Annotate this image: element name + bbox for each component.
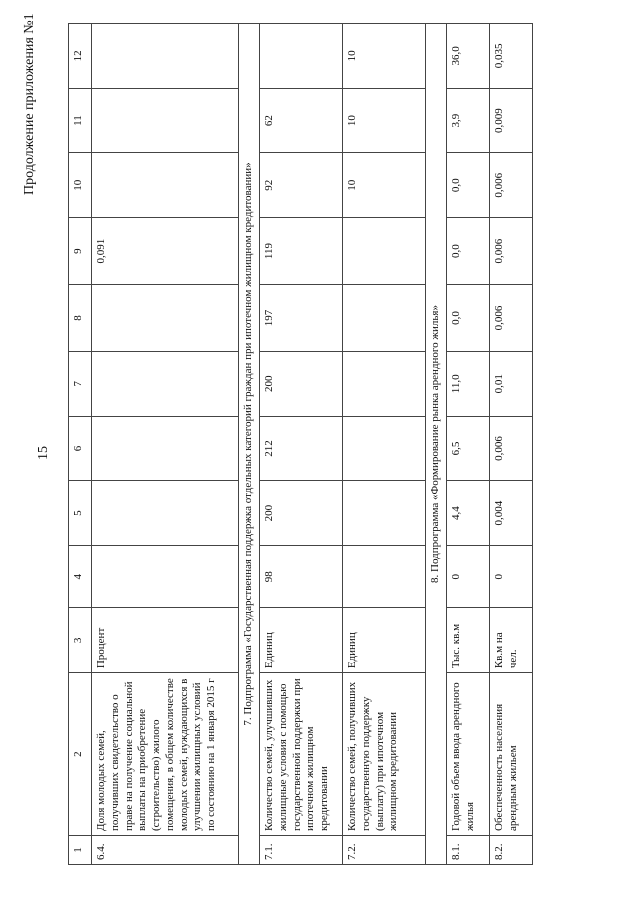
value-cell: 0,01	[490, 351, 533, 416]
indicator-name: Количество семей, получивших государственную поддержку (выплату) при ипотечном жилищном кредитовании	[343, 673, 426, 836]
value-cell: 200	[260, 351, 343, 416]
header-cell: 8	[69, 285, 92, 352]
row-number: 8.2.	[490, 836, 533, 865]
unit-cell: Единиц	[260, 608, 343, 673]
value-cell: 200	[260, 481, 343, 546]
value-cell	[92, 153, 239, 218]
table-row	[92, 24, 239, 865]
value-cell: 0,035	[490, 24, 533, 89]
indicator-name: Обеспеченность населения арендным жильем	[490, 673, 533, 836]
value-cell: 10	[343, 24, 426, 89]
appendix-caption: Продолжение приложения №1	[22, 13, 37, 195]
indicator-name: Количество семей, улучшивших жилищные условия с помощью государственной поддержки при ипотечном жилищном кредитовании	[260, 673, 343, 836]
value-cell: 0,0	[447, 153, 490, 218]
value-cell	[343, 218, 426, 285]
value-cell: 62	[260, 88, 343, 153]
value-cell	[343, 546, 426, 608]
table-row	[343, 24, 426, 865]
value-cell: 119	[260, 218, 343, 285]
unit-cell: Кв.м на чел.	[490, 608, 533, 673]
header-cell: 11	[69, 88, 92, 153]
value-cell: 0,0	[447, 218, 490, 285]
value-cell: 0,009	[490, 88, 533, 153]
row-number: 7.2.	[343, 836, 426, 865]
value-cell: 0,0	[447, 285, 490, 352]
value-cell: 0	[447, 546, 490, 608]
value-cell	[343, 481, 426, 546]
value-cell: 98	[260, 546, 343, 608]
page-number: 15	[36, 446, 51, 460]
row-number: 8.1.	[447, 836, 490, 865]
table-row	[447, 24, 490, 865]
value-cell: 4,4	[447, 481, 490, 546]
header-cell: 2	[69, 673, 92, 836]
row-number: 6.4.	[92, 836, 239, 865]
unit-cell: Процент	[92, 608, 239, 673]
value-cell	[92, 481, 239, 546]
value-cell	[92, 88, 239, 153]
value-cell: 0,006	[490, 416, 533, 481]
header-cell: 10	[69, 153, 92, 218]
table-row	[260, 24, 343, 865]
value-cell: 10	[343, 153, 426, 218]
value-cell	[343, 416, 426, 481]
value-cell	[92, 351, 239, 416]
value-cell: 212	[260, 416, 343, 481]
value-cell	[92, 285, 239, 352]
header-cell: 6	[69, 416, 92, 481]
value-cell	[260, 24, 343, 89]
indicator-name: Доля молодых семей, получивших свидетельство о праве на получение социальной выплаты на приобретение (строительство) жилого помещения, в общем количестве молодых семей, нуждающихся в улучшении жилищных условий по состоянию на 1 января 2015 г	[92, 673, 239, 836]
value-cell: 0,006	[490, 285, 533, 352]
value-cell: 6,5	[447, 416, 490, 481]
header-row	[69, 24, 92, 865]
header-cell: 4	[69, 546, 92, 608]
unit-cell: Единиц	[343, 608, 426, 673]
header-cell: 9	[69, 218, 92, 285]
value-cell: 92	[260, 153, 343, 218]
value-cell	[92, 546, 239, 608]
header-cell: 12	[69, 24, 92, 89]
value-cell	[92, 24, 239, 89]
row-number: 7.1.	[260, 836, 343, 865]
value-cell	[343, 285, 426, 352]
value-cell: 0,006	[490, 153, 533, 218]
value-cell: 11,0	[447, 351, 490, 416]
section-title-7: 7. Подпрограмма «Государственная поддержка отдельных категорий граждан при ипотечном жилищном кредитовании»	[239, 24, 260, 865]
section-row	[426, 24, 447, 865]
indicator-name: Годовой объем ввода арендного жилья	[447, 673, 490, 836]
header-cell: 1	[69, 836, 92, 865]
value-cell: 0,006	[490, 218, 533, 285]
value-cell: 10	[343, 88, 426, 153]
header-cell: 7	[69, 351, 92, 416]
section-row	[239, 24, 260, 865]
value-cell: 0	[490, 546, 533, 608]
value-cell: 3,9	[447, 88, 490, 153]
value-cell: 36,0	[447, 24, 490, 89]
value-cell	[343, 351, 426, 416]
header-cell: 3	[69, 608, 92, 673]
header-cell: 5	[69, 481, 92, 546]
value-cell: 0,091	[92, 218, 239, 285]
section-title-8: 8. Подпрограмма «Формирование рынка арендного жилья»	[426, 24, 447, 865]
indicators-table	[68, 23, 533, 865]
unit-cell: Тыс. кв.м	[447, 608, 490, 673]
value-cell	[92, 416, 239, 481]
value-cell: 197	[260, 285, 343, 352]
table-row	[490, 24, 533, 865]
value-cell: 0,004	[490, 481, 533, 546]
